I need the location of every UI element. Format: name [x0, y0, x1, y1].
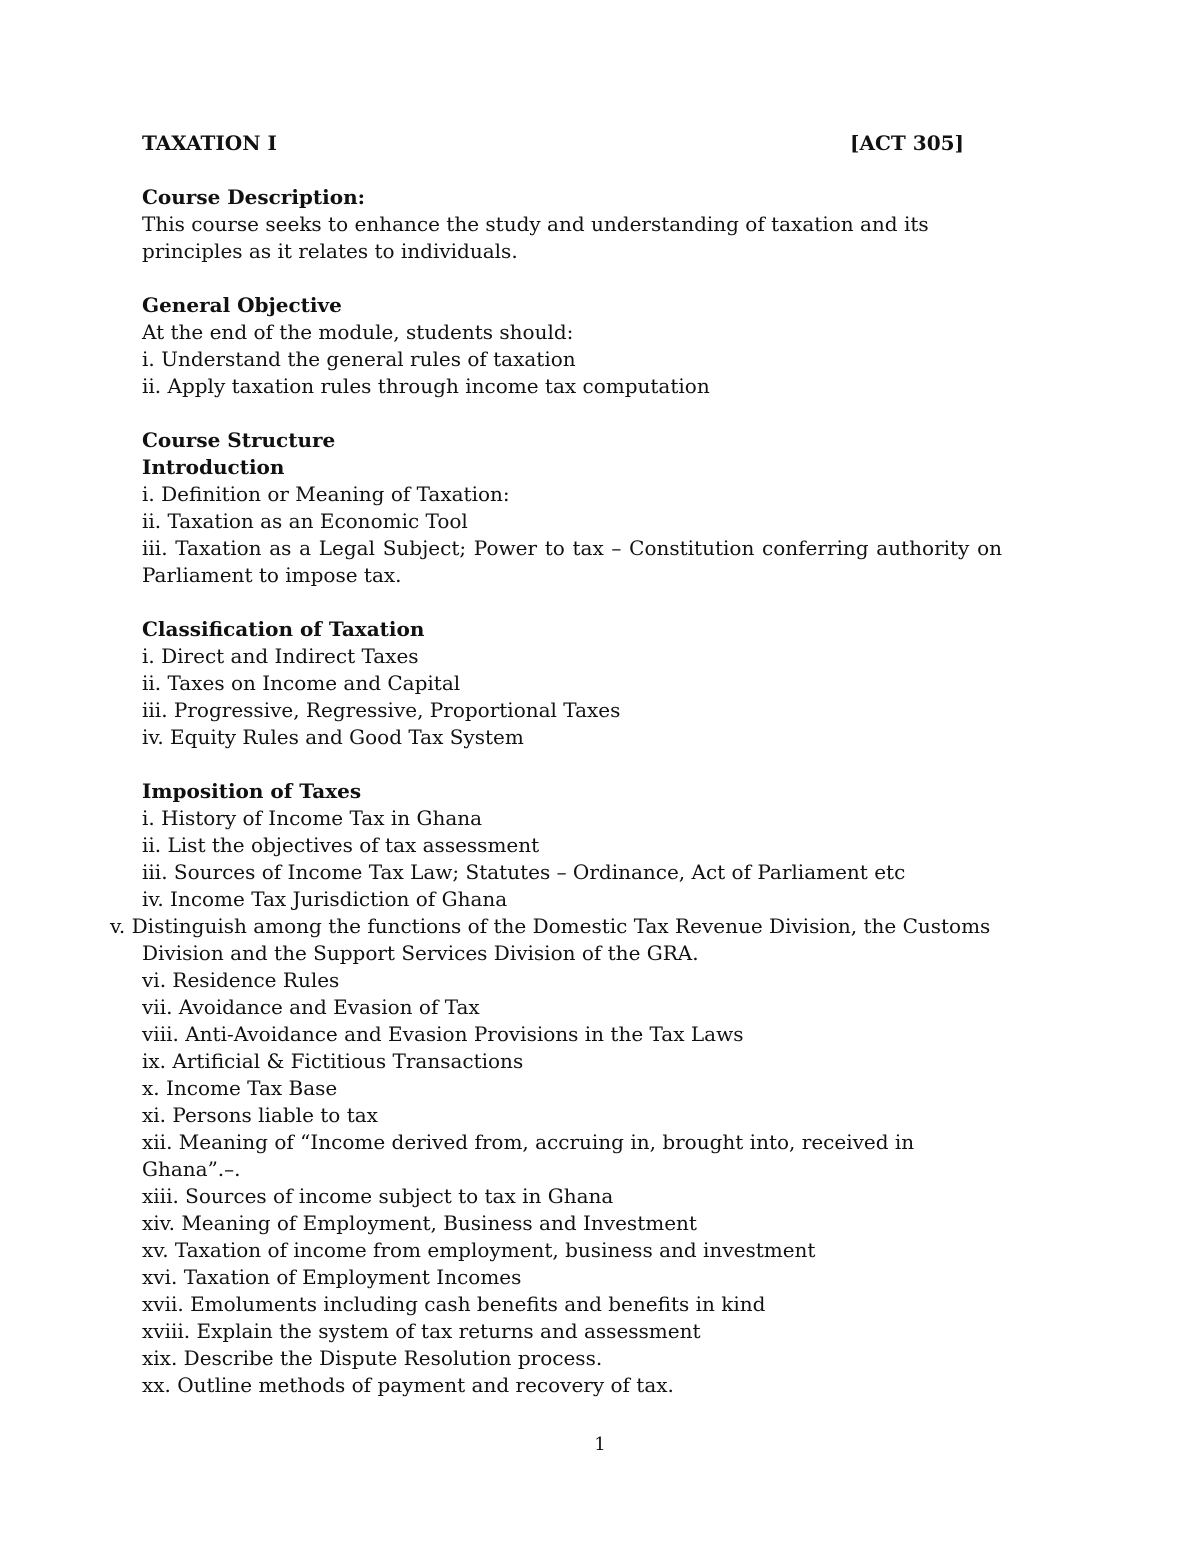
course-description-text: This course seeks to enhance the study and understanding of taxation and its principles as it relates to individuals.: [142, 212, 929, 263]
list-item: xx. Outline methods of payment and recovery of tax.: [142, 1373, 674, 1397]
list-item: ii. Taxation as an Economic Tool: [142, 509, 468, 533]
list-item: xv. Taxation of income from employment, business and investment: [142, 1238, 816, 1262]
list-item: ii. List the objectives of tax assessment: [142, 833, 540, 857]
list-item: i. Direct and Indirect Taxes: [142, 644, 419, 668]
list-item: xviii. Explain the system of tax returns and assessment: [142, 1319, 701, 1343]
course-description-heading: Course Description:: [142, 185, 366, 209]
list-item: iv. Income Tax Jurisdiction of Ghana: [142, 887, 508, 911]
list-item: xii. Meaning of “Income derived from, accruing in, brought into, received in Ghana”.–.: [142, 1130, 915, 1181]
list-item: vi. Residence Rules: [142, 968, 340, 992]
list-item: xiv. Meaning of Employment, Business and Investment: [142, 1211, 697, 1235]
list-item: ii. Apply taxation rules through income tax computation: [142, 374, 710, 398]
objective-list: [142, 346, 1002, 400]
list-item: i. Definition or Meaning of Taxation:: [142, 482, 510, 506]
course-title: TAXATION I: [142, 131, 277, 155]
course-code: [ACT 305]: [850, 131, 964, 155]
list-item: i. Understand the general rules of taxation: [142, 347, 576, 371]
spacer: [142, 265, 1002, 292]
list-item: v. Distinguish among the functions of the Domestic Tax Revenue Division, the Customs Division and the Support Services Division of the GRA.: [110, 914, 991, 965]
list-item: x. Income Tax Base: [142, 1076, 338, 1100]
list-item: iii. Progressive, Regressive, Proportional Taxes: [142, 698, 621, 722]
general-objective-heading: General Objective: [142, 293, 342, 317]
document-page: [110, 130, 1002, 1399]
introduction-heading: Introduction: [142, 455, 285, 479]
title-row: [142, 130, 964, 157]
list-item: xiii. Sources of income subject to tax in Ghana: [142, 1184, 614, 1208]
list-item: ii. Taxes on Income and Capital: [142, 671, 461, 695]
list-item: xvi. Taxation of Employment Incomes: [142, 1265, 522, 1289]
classification-list: [142, 643, 1002, 751]
imposition-list: [110, 805, 1002, 1399]
list-item: viii. Anti-Avoidance and Evasion Provisions in the Tax Laws: [142, 1022, 744, 1046]
classification-heading: Classification of Taxation: [142, 617, 425, 641]
list-item: xvii. Emoluments including cash benefits and benefits in kind: [142, 1292, 766, 1316]
list-item: xi. Persons liable to tax: [142, 1103, 378, 1127]
general-objective-intro: At the end of the module, students should:: [142, 320, 574, 344]
list-item: iii. Taxation as a Legal Subject; Power to tax – Constitution conferring authority on Parliament to impose tax.: [142, 536, 1002, 587]
introduction-list: [142, 481, 1002, 589]
list-item: vii. Avoidance and Evasion of Tax: [142, 995, 480, 1019]
imposition-heading: Imposition of Taxes: [142, 779, 362, 803]
spacer: [142, 589, 1002, 616]
list-item: xix. Describe the Dispute Resolution process.: [142, 1346, 603, 1370]
spacer: [142, 400, 1002, 427]
list-item: iv. Equity Rules and Good Tax System: [142, 725, 524, 749]
spacer: [142, 751, 1002, 778]
list-item: iii. Sources of Income Tax Law; Statutes – Ordinance, Act of Parliament etc: [142, 860, 906, 884]
list-item: ix. Artificial & Fictitious Transactions: [142, 1049, 524, 1073]
course-structure-heading: Course Structure: [142, 428, 336, 452]
page-number: 1: [594, 1434, 606, 1455]
list-item: i. History of Income Tax in Ghana: [142, 806, 483, 830]
